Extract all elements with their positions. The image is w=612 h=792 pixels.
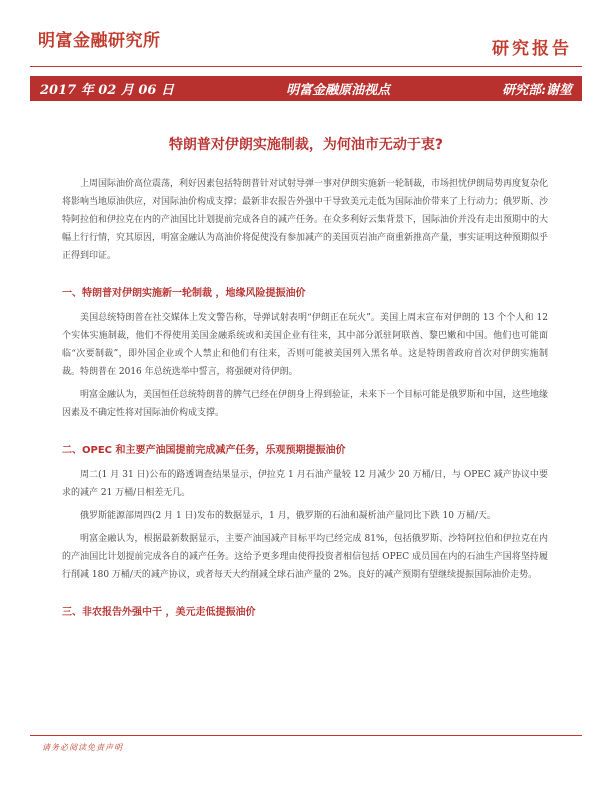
section-heading: 二、OPEC 和主要产油国提前完成减产任务，乐观预期提振油价 [62, 445, 346, 456]
section-paragraph: 俄罗斯能源部周四(2 月 1 日)发布的数据显示，1 月，俄罗斯的石油和凝析油产量同比下跌 10 万桶/天。 [80, 511, 496, 521]
report-date: 2017 年 02 月 06 日 [40, 83, 174, 98]
intro-paragraph: 上周国际油价高位震荡，利好因素包括特朗普针对试射导弹一事对伊朗实施新一轮制裁，市场担忧伊朗局势再度复杂化将影响当地原油供应，对国际油价构成支撑；最新非农报告外强中干导致美元走低为国际油价带来了上行动力；俄罗斯、沙特阿拉伯和伊拉克在内的产油国比计划提前完成各自的减产任务。在众多利好云集背景下，国际油价并没有走出预期中的大幅上行行情，究其原因，明富金融认为高油价将促使没有参加减产的美国页岩油产商重新推高产量，事实证明这种预期似乎正得到印证。 [62, 179, 549, 261]
section-paragraph: 明富金融认为，根据最新数据显示，主要产油国减产目标平均已经完成 81%，包括俄罗斯、沙特阿拉伯和伊拉克在内的产油国比计划提前完成各自的减产任务。这给予更多理由使得投资者相信包括 OPEC 成员国在内的石油生产国将坚持履行削减 180 万桶/天的减产协议，或者每天大约削减全球石油产量的 2%。良好的减产预期有望继续提振国际油价走势。 [62, 534, 548, 580]
footer-rule [30, 735, 582, 736]
section-paragraph: 美国总统特朗普在社交媒体上发文警告称，导弹试射表明“伊朗正在玩火”。美国上周末宣布对伊朗的 13 个个人和 12 个实体实施制裁，他们不得使用美国金融系统或和美国企业有往来，其中部分派驻阿联酋、黎巴嫩和中国。他们也可能面临“次要制裁”，即外国企业或个人禁止和他们有往来，否则可能被美国列入黑名单。这是特朗普政府首次对伊朗实施制裁。特朗普在 2016 年总统选举中誓言，将强硬对待伊朗。 [62, 313, 548, 377]
report-type-label: 研究报告 [492, 39, 572, 59]
date-banner [30, 76, 582, 101]
column-name: 明富金融原油视点 [286, 83, 391, 98]
header-rule [30, 66, 582, 67]
brand-logo: 明富金融研究所 [38, 31, 161, 51]
section-heading: 一、特朗普对伊朗实施新一轮制裁 ，地缘风险提振油价 [62, 288, 306, 299]
page-title: 特朗普对伊朗实施制裁，为何油市无动于衷? [168, 137, 444, 153]
section-paragraph: 明富金融认为，美国恒任总统特朗普的脾气已经在伊朗身上得到验证，未来下一个目标可能是俄罗斯和中国，这些地缘因素及不确定性将对国际油价构成支撑。 [62, 390, 549, 418]
author-name: 研究部:谢堃 [502, 83, 572, 98]
section-heading: 三、非农报告外强中干 ，美元走低提振油价 [62, 607, 256, 618]
article-body [62, 175, 548, 628]
section-paragraph: 周二(1 月 31 日)公布的路透调查结果显示，伊拉克 1 月石油产量较 12 月减少 20 万桶/日，与 OPEC 减产协议中要求的减产 21 万桶/日相差无几。 [62, 470, 548, 498]
disclaimer-text: 请务必阅读免责声明 [42, 743, 123, 752]
